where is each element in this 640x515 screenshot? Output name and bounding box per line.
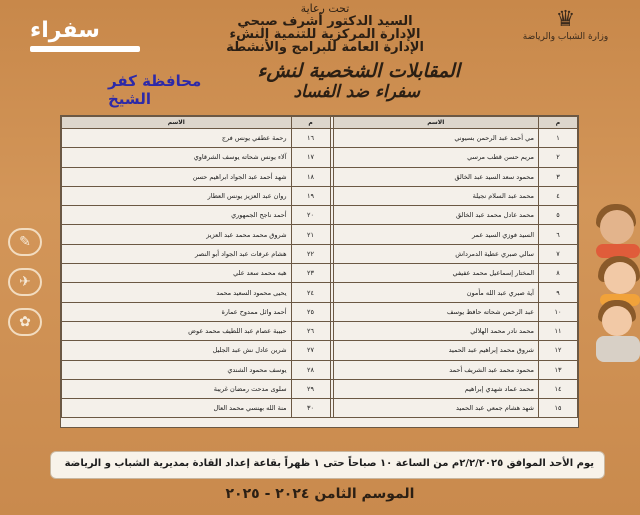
row-name: رحمة عطفي يونس فرج	[62, 129, 292, 148]
row-name: السيد فوزي السيد عمر	[333, 225, 538, 244]
column-gap	[330, 244, 333, 263]
row-name: محمود سعد السيد عبد الخالق	[333, 167, 538, 186]
ministry-name: وزارة الشباب والرياضة	[522, 32, 609, 42]
column-gap	[330, 399, 333, 418]
row-number: ١٧	[291, 148, 330, 167]
schedule-note: يوم الأحد الموافق ٢/٢/٢٠٢٥م من الساعة ١٠ صباحاً حتى ١ ظهراً بقاعة إعداد القادة بمديرية الشباب و الرياضة	[50, 451, 605, 479]
header-name-left: الاسم	[62, 117, 292, 129]
column-gap	[330, 302, 333, 321]
row-name: محمد نادر محمد الهلالي	[333, 321, 538, 340]
table-row	[62, 399, 578, 418]
governorate: محافظة كفر الشيخ	[108, 72, 202, 108]
row-name: أحمد ناجح الجمهوري	[62, 206, 292, 225]
row-number: ٢٥	[291, 302, 330, 321]
table-row	[62, 360, 578, 379]
row-number: ١٢	[539, 341, 578, 360]
table-row	[62, 206, 578, 225]
sponsor-top: تحت رعاية	[300, 2, 350, 15]
row-number: ٢٩	[291, 379, 330, 398]
title-line2: سفراء ضد الفساد	[293, 82, 420, 102]
row-number: ٢١	[291, 225, 330, 244]
safraa-logo	[30, 18, 145, 52]
table-row	[62, 148, 578, 167]
row-number: ١٤	[539, 379, 578, 398]
row-name: شروق محمد محمد عبد العزيز	[62, 225, 292, 244]
row-number: ٢٠	[291, 206, 330, 225]
row-number: ١٥	[539, 399, 578, 418]
row-number: ٨	[539, 264, 578, 283]
row-number: ١٩	[291, 186, 330, 205]
column-gap	[330, 129, 333, 148]
row-name: محمد عبد السلام نجيلة	[333, 186, 538, 205]
table-row	[62, 379, 578, 398]
sponsor-block	[225, 2, 425, 54]
header-num-right: م	[539, 117, 578, 129]
row-number: ٢٨	[291, 360, 330, 379]
row-number: ٧	[539, 244, 578, 263]
column-gap	[330, 341, 333, 360]
row-name: مريم حسن قطب مرسي	[333, 148, 538, 167]
row-name: يوسف محمود الشندي	[62, 360, 292, 379]
row-name: سالي صبري عطية الدمرداش	[333, 244, 538, 263]
table-row	[62, 264, 578, 283]
logo-text: سفراء	[30, 18, 100, 43]
row-name: آلاء يونس شحاته يوسف الشرقاوي	[62, 148, 292, 167]
row-name: حبيبة عصام عبد اللطيف محمد عوض	[62, 321, 292, 340]
column-gap	[330, 225, 333, 244]
table-row	[62, 341, 578, 360]
row-name: محمد عماد شهدي إبراهيم	[333, 379, 538, 398]
names-table	[60, 115, 579, 428]
row-name: أحمد وائل ممدوح عمارة	[62, 302, 292, 321]
row-name: المختار إسماعيل محمد عفيفي	[333, 264, 538, 283]
column-gap	[330, 321, 333, 340]
child-face-2	[604, 262, 636, 294]
row-name: منة الله بهنسي محمد العال	[62, 399, 292, 418]
row-number: ٩	[539, 283, 578, 302]
column-gap	[330, 264, 333, 283]
row-number: ٢	[539, 148, 578, 167]
table-row	[62, 129, 578, 148]
row-number: ٣٠	[291, 399, 330, 418]
eagle-icon: ♛	[555, 7, 576, 32]
row-number: ٢٢	[291, 244, 330, 263]
row-number: ٤	[539, 186, 578, 205]
title-line1: المقابلات الشخصية لنشء	[257, 60, 460, 82]
row-number: ١٠	[539, 302, 578, 321]
table-row	[62, 321, 578, 340]
dove-icon: ✈	[8, 268, 42, 296]
child-face-1	[600, 210, 634, 244]
row-name: شروق محمد إبراهيم عبد الحميد	[333, 341, 538, 360]
table-row	[62, 167, 578, 186]
column-gap	[330, 148, 333, 167]
season-label: الموسم الثامن ٢٠٢٤ - ٢٠٢٥	[225, 486, 415, 502]
row-number: ٣	[539, 167, 578, 186]
sponsor-line2: الإدارة المركزية للتنمية النشء	[229, 27, 421, 42]
column-gap	[330, 360, 333, 379]
row-name: شرين عادل نش عبد الجليل	[62, 341, 292, 360]
column-gap	[330, 206, 333, 225]
row-name: شهد أحمد عبد الجواد ابراهيم حسن	[62, 167, 292, 186]
row-name: آية صبري عبد الله مأمون	[333, 283, 538, 302]
sponsor-line3: الإدارة العامة للبرامج والأنشطة	[226, 40, 424, 55]
child-shirt-3	[596, 336, 640, 362]
sponsor-name: السيد الدكتور أشرف صبحي	[237, 14, 413, 29]
column-gap	[330, 283, 333, 302]
header-name-right: الاسم	[333, 117, 538, 129]
row-name: مي أحمد عبد الرحمن بسيوني	[333, 129, 538, 148]
table-row	[62, 244, 578, 263]
child-face-3	[602, 306, 632, 336]
table-row	[62, 302, 578, 321]
row-name: محمود محمد عبد الشريف أحمد	[333, 360, 538, 379]
ministry-logo	[513, 8, 618, 42]
row-number: ٥	[539, 206, 578, 225]
book-icon: ✎	[8, 228, 42, 256]
row-number: ٢٦	[291, 321, 330, 340]
row-name: محمد عادل محمد عبد الخالق	[333, 206, 538, 225]
row-number: ٢٤	[291, 283, 330, 302]
column-gap	[330, 117, 333, 129]
row-name: سلوى مدحت رمضان غريبة	[62, 379, 292, 398]
table-row	[62, 186, 578, 205]
names-grid	[61, 116, 578, 418]
row-number: ٢٣	[291, 264, 330, 283]
row-number: ١٦	[291, 129, 330, 148]
table-row	[62, 283, 578, 302]
row-number: ١٨	[291, 167, 330, 186]
row-name: روان عبد العزيز يونس العطار	[62, 186, 292, 205]
row-name: شهد هشام جمعي عبد الحميد	[333, 399, 538, 418]
table-header-row	[62, 117, 578, 129]
header-num-left: م	[291, 117, 330, 129]
row-name: عبد الرحمن شحاته حافظ يوسف	[333, 302, 538, 321]
table-row	[62, 225, 578, 244]
row-name: هبه محمد سعد علي	[62, 264, 292, 283]
row-name: هشام عرفات عبد الجواد أبو النصر	[62, 244, 292, 263]
row-number: ٦	[539, 225, 578, 244]
row-name: يحيى محمود السعيد محمد	[62, 283, 292, 302]
column-gap	[330, 379, 333, 398]
side-icons	[8, 228, 48, 348]
flower-icon: ✿	[8, 308, 42, 336]
row-number: ١٣	[539, 360, 578, 379]
children-photo	[580, 188, 640, 368]
logo-bar	[30, 46, 140, 52]
row-number: ١١	[539, 321, 578, 340]
column-gap	[330, 186, 333, 205]
row-number: ١	[539, 129, 578, 148]
row-number: ٢٧	[291, 341, 330, 360]
column-gap	[330, 167, 333, 186]
